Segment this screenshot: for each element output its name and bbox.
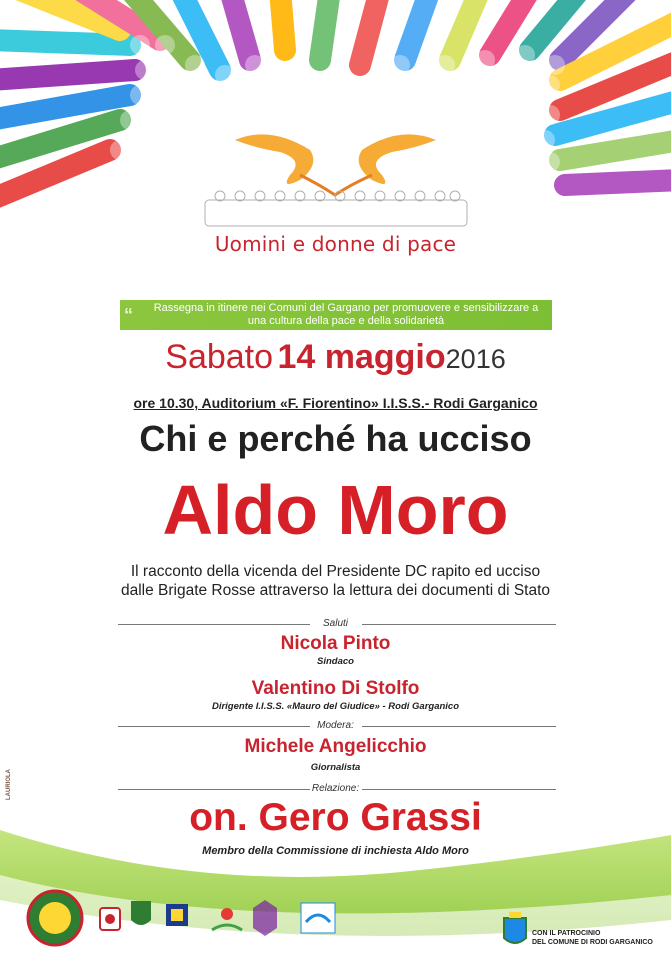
date-day: Sabato xyxy=(165,338,274,376)
date-year: 2016 xyxy=(445,344,506,374)
description-line-2: dalle Brigate Rosse attraverso la lettura dei documenti di Stato xyxy=(120,582,551,599)
credit-label xyxy=(4,752,18,802)
person-role: Giornalista xyxy=(310,762,361,773)
patronage-line-2: DEL COMUNE DI RODI GARGANICO xyxy=(532,939,653,946)
green-banner xyxy=(120,300,552,330)
brand-title: Uomini e donne di pace xyxy=(214,232,457,256)
date-main: 14 maggio xyxy=(277,338,446,376)
patronage-text xyxy=(532,929,668,947)
rodi-garganico-crest-icon xyxy=(500,910,530,950)
partner-logo-icon xyxy=(300,902,336,934)
speaker-role: Membro della Commissione di inchiesta Aldo Moro xyxy=(202,845,469,857)
person-name: Michele Angelicchio xyxy=(244,736,427,757)
person-name: Valentino Di Stolfo xyxy=(251,678,420,699)
hands-artwork xyxy=(0,0,671,230)
quote-mark-icon: “ xyxy=(124,305,133,325)
person-role: Sindaco xyxy=(317,656,354,667)
time-place: ore 10.30, Auditorium «F. Fiorentino» I.I.S.S.- Rodi Garganico xyxy=(133,395,538,411)
patronage-line-1: CON IL PATROCINIO xyxy=(532,930,601,937)
event-question: Chi e perché ha ucciso xyxy=(139,418,532,459)
event-description xyxy=(0,562,671,600)
report-label: Relazione: xyxy=(311,783,360,794)
credit-text: LAURIOLA xyxy=(6,769,12,800)
description-line-1: Il racconto della vicenda del Presidente DC rapito ed ucciso xyxy=(130,563,541,580)
festival-sud-logo-icon xyxy=(210,904,244,936)
person-name: Nicola Pinto xyxy=(280,633,391,654)
regione-puglia-logo-icon xyxy=(98,906,122,936)
diocese-logo-icon xyxy=(250,898,280,938)
moderator-label: Modera: xyxy=(317,720,354,731)
greetings-label: Saluti xyxy=(322,618,348,629)
speaker-name: on. Gero Grassi xyxy=(189,796,482,839)
gargano-logo-icon xyxy=(164,902,190,934)
provincia-foggia-logo-icon xyxy=(128,898,154,932)
foresta-umbra-logo-icon xyxy=(26,889,84,947)
event-date xyxy=(0,338,671,377)
banner-text: Rassegna in itinere nei Comuni del Gargano per promuovere e sensibilizzare a una cultura della pace e della solidarietà xyxy=(153,302,539,327)
doves-icon xyxy=(235,134,436,195)
person-role: Dirigente I.I.S.S. «Mauro del Giudice» - Rodi Garganico xyxy=(211,701,460,712)
event-subject: Aldo Moro xyxy=(162,471,509,549)
